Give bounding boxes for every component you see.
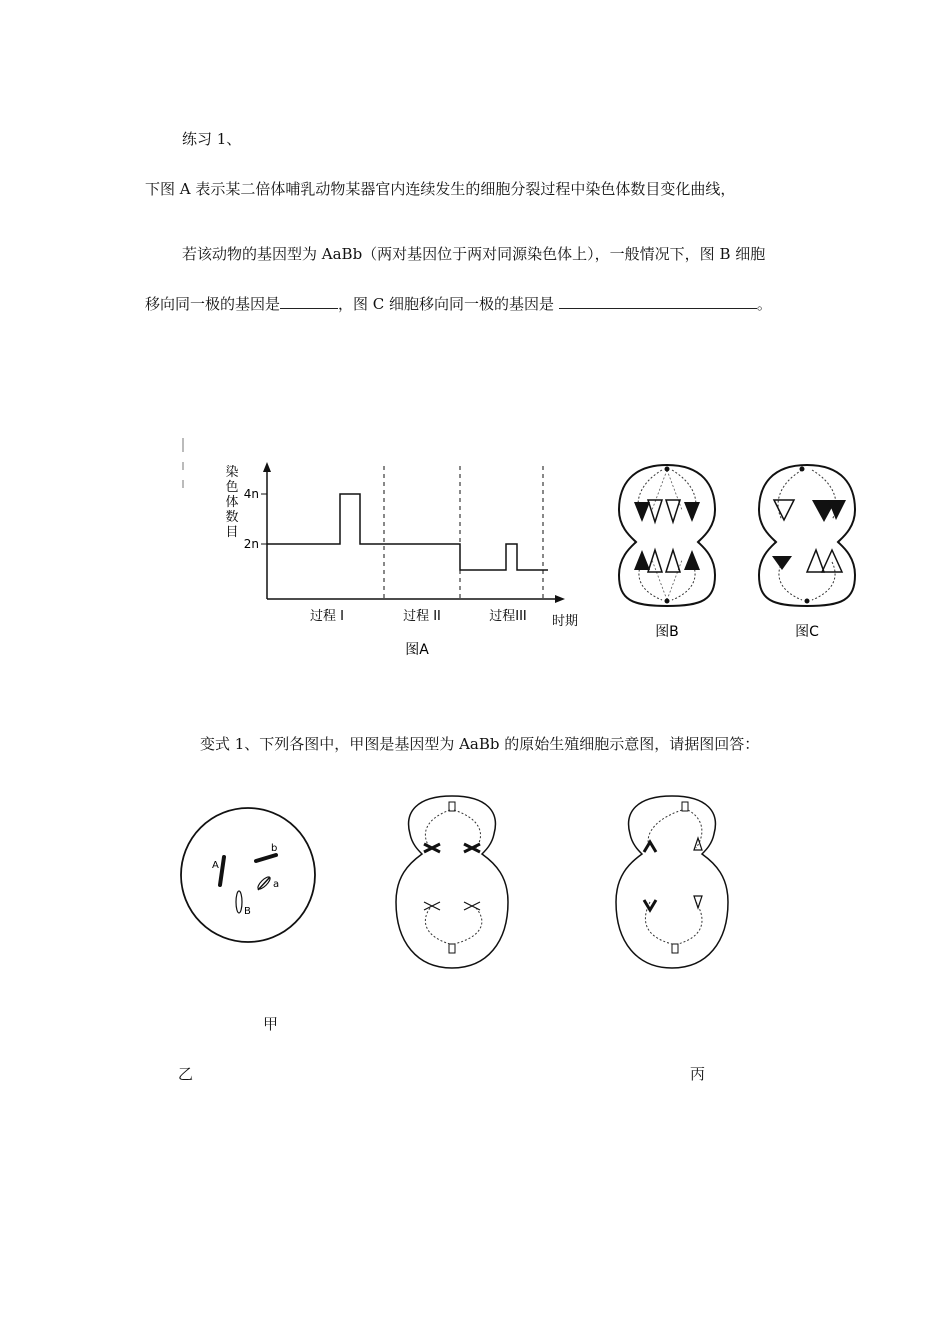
chromosome [644, 842, 656, 852]
cell-membrane [181, 808, 315, 942]
chromosome [822, 550, 842, 572]
gene-label-A: A [212, 860, 219, 871]
question-text-b: ，图 C 细胞移向同一极的基因是 [338, 295, 555, 313]
process-2-label: 过程 II [403, 609, 441, 624]
question-text-c: 。 [756, 295, 772, 313]
cell-membrane [396, 796, 508, 968]
exercise-line-1: 下图 A 表示某二倍体哺乳动物某器官内连续发生的细胞分裂过程中染色体数目变化曲线， [145, 180, 736, 198]
figure-b-cell [612, 460, 722, 645]
answer-blank-c[interactable] [559, 294, 757, 309]
chromosome-curve [267, 494, 548, 570]
chromosome-B [236, 891, 242, 913]
y-axis-label-3: 体 [225, 495, 239, 510]
process-1-label: 过程 I [310, 609, 344, 624]
figure-a-chart [175, 430, 595, 670]
exercise-heading: 练习 1、 [182, 130, 242, 148]
chromosome [807, 550, 824, 572]
chromosome [666, 500, 680, 522]
variant-text: 变式 1、下列各图中，甲图是基因型为 AaBb 的原始生殖细胞示意图，请据图回答： [200, 735, 760, 753]
answer-blank-b[interactable] [280, 294, 338, 309]
y-tick-4n: 4n [243, 487, 259, 501]
figure-b-caption: 图B [655, 624, 679, 640]
chromosome [634, 502, 650, 522]
label-bing: 丙 [690, 1065, 706, 1083]
cell-membrane [619, 465, 715, 606]
chromosome [772, 556, 792, 570]
cell-membrane [616, 796, 728, 968]
chromosome-A [220, 857, 224, 885]
chromosome [648, 500, 662, 522]
chromosome [644, 900, 656, 910]
process-3-label: 过程III [489, 609, 527, 624]
question-text-a: 移向同一极的基因是 [145, 295, 281, 313]
gene-label-b: b [271, 843, 278, 854]
chromosome [684, 502, 700, 522]
figure-c-cell [752, 460, 862, 645]
y-axis-label-2: 色 [225, 480, 239, 495]
label-yi: 乙 [178, 1065, 194, 1083]
y-axis-arrow [263, 462, 271, 472]
chromosome [666, 550, 680, 572]
gene-label-B: B [244, 906, 251, 917]
y-axis-label-4: 数 [225, 510, 239, 525]
gene-label-a: a [273, 879, 280, 890]
label-jia: 甲 [263, 1015, 279, 1033]
chromosome [424, 844, 480, 852]
figure-c-caption: 图C [795, 624, 819, 640]
chromosome [634, 550, 650, 570]
exercise-line-2: 若该动物的基因型为 AaBb（两对基因位于两对同源染色体上），一般情况下，图 B 细胞 [182, 245, 766, 263]
chromosome [684, 550, 700, 570]
x-axis-arrow [555, 595, 565, 603]
chromosome [774, 500, 794, 520]
figure-a-caption: 图A [405, 642, 429, 658]
exercise-line-3 [145, 293, 772, 314]
chromosome [424, 902, 480, 910]
cell-bing [612, 792, 732, 972]
chromosome [694, 896, 702, 908]
x-axis-label: 时期 [551, 614, 579, 629]
chromosome-b [256, 855, 276, 861]
y-axis-label-1: 染 [225, 465, 239, 480]
cell-jia [178, 805, 318, 950]
y-tick-2n: 2n [243, 537, 259, 551]
chromosome [828, 500, 846, 520]
cell-membrane [759, 465, 855, 606]
y-axis-label-5: 目 [225, 525, 239, 540]
cell-yi [392, 792, 512, 972]
